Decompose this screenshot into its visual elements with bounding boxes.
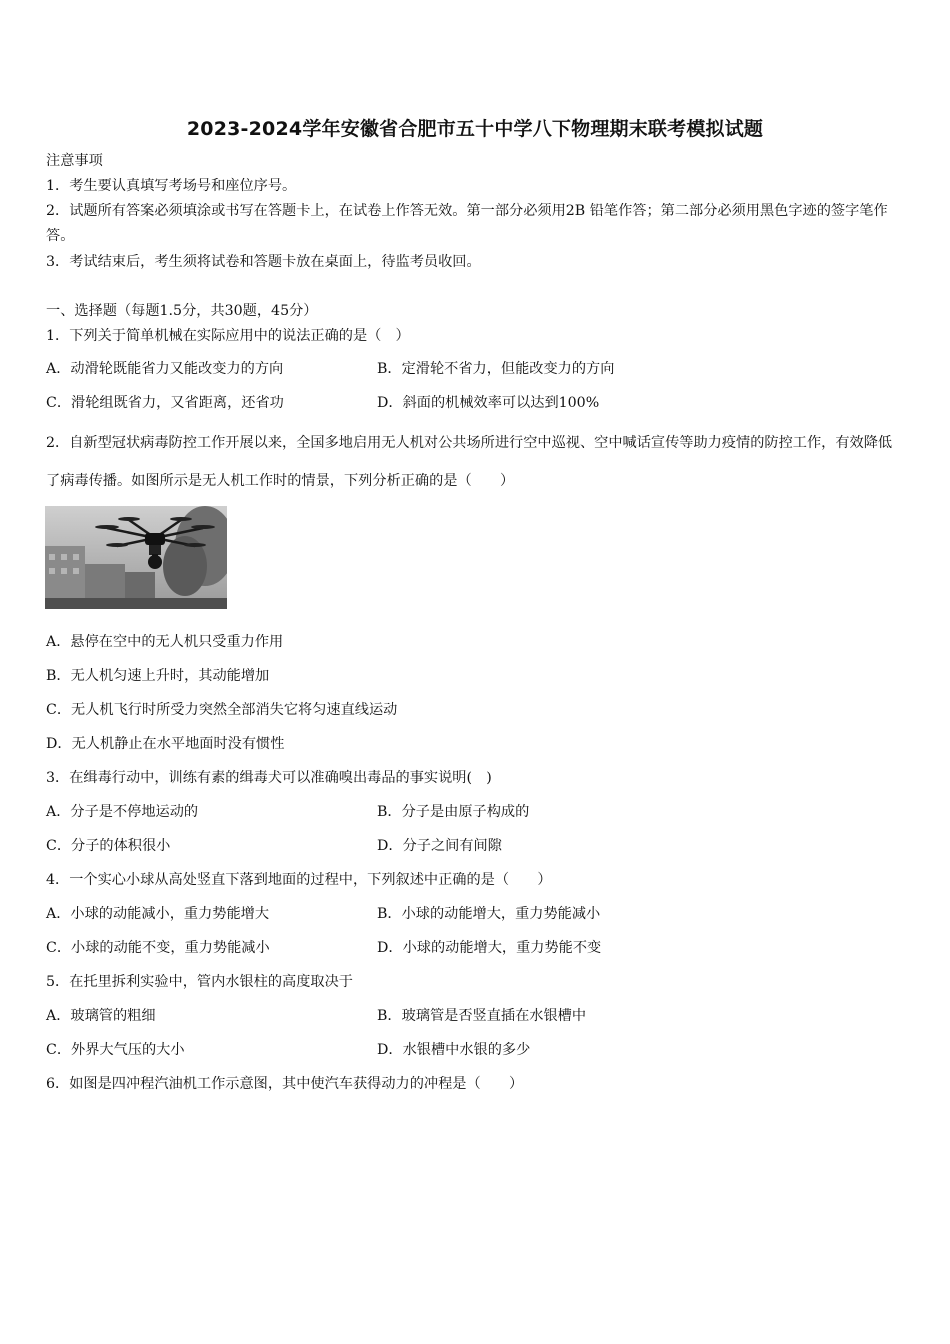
notice-item-1: 1．考生要认真填写考场号和座位序号。 [46, 178, 297, 194]
question-5-stem: 5．在托里拆利实验中，管内水银柱的高度取决于 [46, 974, 353, 990]
question-4-option-d: D．小球的动能增大，重力势能不变 [377, 940, 602, 956]
question-3-option-d: D．分子之间有间隙 [377, 838, 502, 854]
question-4-options-row-2 [46, 938, 906, 958]
page-title: 2023-2024学年安徽省合肥市五十中学八下物理期末联考模拟试题 [186, 118, 764, 140]
question-2-option-b: B．无人机匀速上升时，其动能增加 [46, 668, 270, 684]
question-5-option-c: C．外界大气压的大小 [46, 1042, 185, 1058]
drone-photo [45, 506, 227, 609]
question-1-option-c: C．滑轮组既省力，又省距离，还省功 [46, 395, 284, 411]
question-2-option-d: D．无人机静止在水平地面时没有惯性 [46, 736, 285, 752]
question-3-option-c: C．分子的体积很小 [46, 838, 171, 854]
question-1-option-a: A．动滑轮既能省力又能改变力的方向 [46, 361, 284, 377]
question-4-stem: 4．一个实心小球从高处竖直下落到地面的过程中，下列叙述中正确的是（ ） [46, 872, 552, 888]
question-1-option-b: B．定滑轮不省力，但能改变力的方向 [377, 361, 615, 377]
question-5-options-row-2 [46, 1040, 906, 1060]
section-heading: 一、选择题（每题1.5分，共30题，45分） [46, 303, 318, 319]
question-4-options-row-1 [46, 904, 906, 924]
question-5-options-row-1 [46, 1006, 906, 1026]
question-1-options-row-1 [46, 359, 906, 379]
question-2-option-a: A．悬停在空中的无人机只受重力作用 [46, 634, 284, 650]
question-1-option-d: D．斜面的机械效率可以达到100% [377, 395, 600, 411]
question-2-option-c: C．无人机飞行时所受力突然全部消失它将匀速直线运动 [46, 702, 398, 718]
question-6-stem: 6．如图是四冲程汽油机工作示意图，其中使汽车获得动力的冲程是（ ） [46, 1076, 524, 1092]
question-3-option-b: B．分子是由原子构成的 [377, 804, 530, 820]
question-3-option-a: A．分子是不停地运动的 [46, 804, 199, 820]
question-5-option-d: D．水银槽中水银的多少 [377, 1042, 531, 1058]
question-4-option-c: C．小球的动能不变，重力势能减小 [46, 940, 270, 956]
question-3-stem: 3．在缉毒行动中，训练有素的缉毒犬可以准确嗅出毒品的事实说明( ) [46, 770, 492, 786]
question-4-option-b: B．小球的动能增大，重力势能减小 [377, 906, 601, 922]
question-5-option-b: B．玻璃管是否竖直插在水银槽中 [377, 1008, 587, 1024]
question-1-stem: 1．下列关于简单机械在实际应用中的说法正确的是（ ） [46, 328, 410, 344]
question-3-options-row-1 [46, 802, 906, 822]
question-5-option-a: A．玻璃管的粗细 [46, 1008, 156, 1024]
question-2-stem: 2．自新型冠状病毒防控工作开展以来，全国多地启用无人机对公共场所进行空中巡视、空中喊话宣传等助力疫情的防控工作，有效降低了病毒传播。如图所示是无人机工作时的情景，下列分析正确的是（ ） [46, 435, 893, 489]
question-1-options-row-2 [46, 393, 906, 413]
notice-heading: 注意事项 [46, 153, 103, 169]
notice-item-2: 2．试题所有答案必须填涂或书写在答题卡上，在试卷上作答无效。第一部分必须用2B 铅笔作答；第二部分必须用黑色字迹的签字笔作答。 [46, 203, 888, 244]
notice-item-3: 3．考试结束后，考生须将试卷和答题卡放在桌面上，待监考员收回。 [46, 254, 481, 270]
question-4-option-a: A．小球的动能减小，重力势能增大 [46, 906, 270, 922]
question-3-options-row-2 [46, 836, 906, 856]
